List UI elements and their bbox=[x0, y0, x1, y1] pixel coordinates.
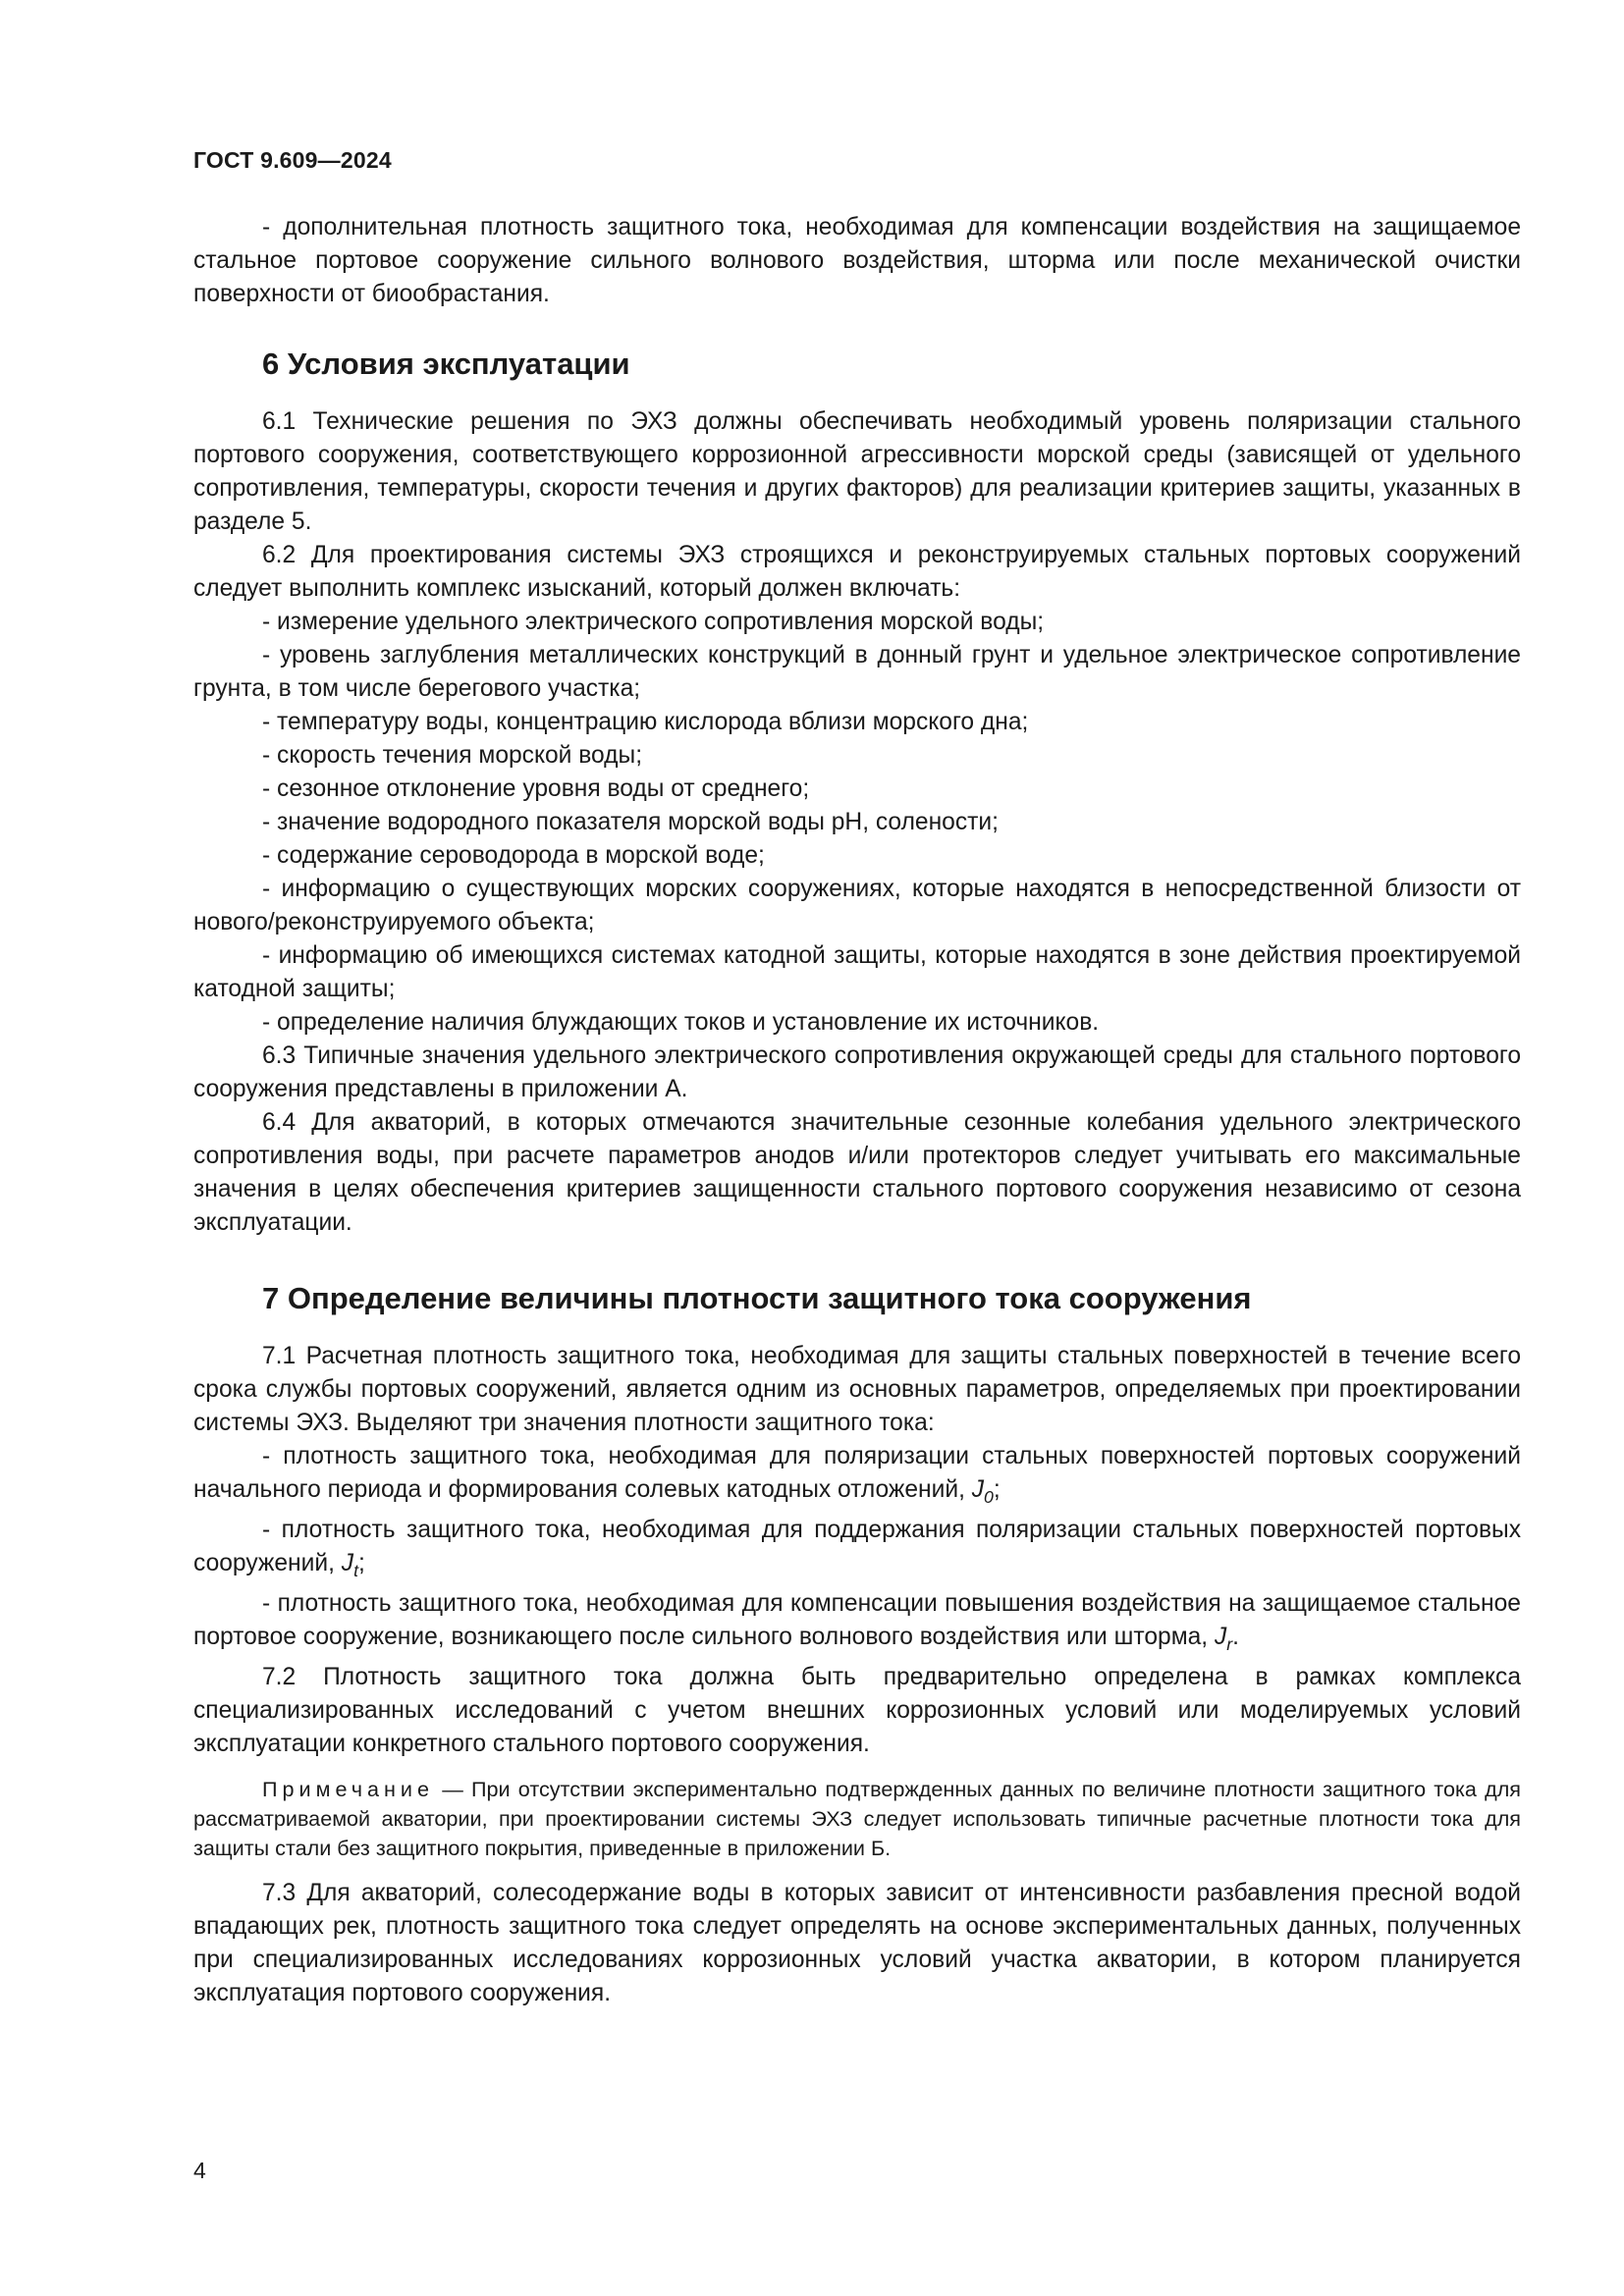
document-page bbox=[193, 147, 1521, 2010]
list-item: - значение водородного показателя морской воды pH, солености; bbox=[262, 809, 999, 835]
symbol-jr: $J_r$ bbox=[1214, 1623, 1233, 1654]
list-item: - уровень заглубления металлических конструкций в донный грунт и удельное электрическое сопротивление грунта, в том числе берегового участка; bbox=[193, 642, 1521, 702]
paragraph-7-3: 7.3 Для акваторий, солесодержание воды в которых зависит от интенсивности разбавления пресной водой впадающих рек, плотность защитного тока следует определять на основе экспериментальных данных, полученных при специализированных исследованиях коррозионных условий участка акватории, в котором планируется эксплуатация портового сооружения. bbox=[193, 1879, 1521, 2006]
note-text: — При отсутствии экспериментально подтвержденных данных по величине плотности защитного тока для рассматриваемой акватории, при проектировании системы ЭХЗ следует использовать типичные расчетные плотности тока для защиты стали без защитного покрытия, приведенные в приложении Б. bbox=[193, 1776, 1521, 1860]
symbol-j0: $J_0$ bbox=[971, 1476, 994, 1507]
note-label: Примечание bbox=[262, 1776, 434, 1801]
list-item-jr: - плотность защитного тока, необходимая для компенсации повышения воздействия на защищаемое стальное портовое сооружение, возникающего после сильного волнового воздействия или шторма, $J_r$. bbox=[193, 1589, 1521, 1654]
list-item: - измерение удельного электрического сопротивления морской воды; bbox=[262, 609, 1045, 635]
list-item-j0: - плотность защитного тока, необходимая для поляризации стальных поверхностей портовых сооружений начального периода и формирования солевых катодных отложений, $J_0$; bbox=[193, 1443, 1521, 1507]
paragraph-6-1: 6.1 Технические решения по ЭХЗ должны обеспечивать необходимый уровень поляризации стального портового сооружения, соответствующего коррозионной агрессивности морской среды (зависящей от удельного сопротивления, температуры, скорости течения и других факторов) для реализации критериев защиты, указанных в разделе 5. bbox=[193, 408, 1521, 535]
list-item: - сезонное отклонение уровня воды от среднего; bbox=[262, 775, 810, 802]
note-paragraph bbox=[193, 1775, 1521, 1863]
paragraph-7-1: 7.1 Расчетная плотность защитного тока, необходимая для защиты стальных поверхностей в течение всего срока службы портовых сооружений, является одним из основных параметров, определяемых при проектировании системы ЭХЗ. Выделяют три значения плотности защитного тока: bbox=[193, 1343, 1521, 1436]
paragraph-6-2: 6.2 Для проектирования системы ЭХЗ строящихся и реконструируемых стальных портовых сооружений следует выполнить комплекс изысканий, который должен включать: bbox=[193, 542, 1521, 602]
paragraph-7-2: 7.2 Плотность защитного тока должна быть предварительно определена в рамках комплекса специализированных исследований с учетом внешних коррозионных условий или моделируемых условий эксплуатации конкретного стального портового сооружения. bbox=[193, 1663, 1521, 1757]
section-6-title: 6 Условия эксплуатации bbox=[262, 347, 630, 381]
list-item: - скорость течения морской воды; bbox=[262, 742, 643, 769]
list-item: - определение наличия блуждающих токов и установление их источников. bbox=[262, 1009, 1100, 1036]
list-item: - информацию о существующих морских сооружениях, которые находятся в непосредственной близости от нового/реконструируемого объекта; bbox=[193, 876, 1521, 935]
list-item-text: - плотность защитного тока, необходимая для поляризации стальных поверхностей портовых сооружений начального периода и формирования солевых катодных отложений, bbox=[193, 1443, 1521, 1503]
list-item: - содержание сероводорода в морской воде; bbox=[262, 842, 765, 869]
paragraph-6-3: 6.3 Типичные значения удельного электрического сопротивления окружающей среды для стального портового сооружения представлены в приложении А. bbox=[193, 1042, 1521, 1102]
page-number: 4 bbox=[193, 2158, 206, 2183]
intro-paragraph: - дополнительная плотность защитного тока, необходимая для компенсации воздействия на защищаемое стальное портовое сооружение сильного волнового воздействия, шторма или после механической очистки поверхности от биообрастания. bbox=[193, 214, 1521, 307]
list-item: - температуру воды, концентрацию кислорода вблизи морского дна; bbox=[262, 709, 1029, 735]
note-block bbox=[193, 1775, 1521, 1863]
document-header: ГОСТ 9.609—2024 bbox=[193, 147, 392, 173]
list-item-text: - плотность защитного тока, необходимая для поддержания поляризации стальных поверхностей портовых сооружений, bbox=[193, 1516, 1521, 1576]
list-item-jt: - плотность защитного тока, необходимая для поддержания поляризации стальных поверхностей портовых сооружений, $J_t$; bbox=[193, 1516, 1521, 1580]
section-7-title: 7 Определение величины плотности защитного тока сооружения bbox=[262, 1281, 1252, 1315]
list-item: - информацию об имеющихся системах катодной защиты, которые находятся в зоне действия проектируемой катодной защиты; bbox=[193, 942, 1521, 1002]
paragraph-6-4: 6.4 Для акваторий, в которых отмечаются значительные сезонные колебания удельного электрического сопротивления воды, при расчете параметров анодов и/или протекторов следует учитывать его максимальные значения в целях обеспечения критериев защищенности стального портового сооружения независимо от сезона эксплуатации. bbox=[193, 1109, 1521, 1236]
symbol-jt: $J_t$ bbox=[341, 1549, 358, 1580]
list-item-text: - плотность защитного тока, необходимая для компенсации повышения воздействия на защищаемое стальное портовое сооружение, возникающего после сильного волнового воздействия или шторма, bbox=[193, 1589, 1521, 1650]
